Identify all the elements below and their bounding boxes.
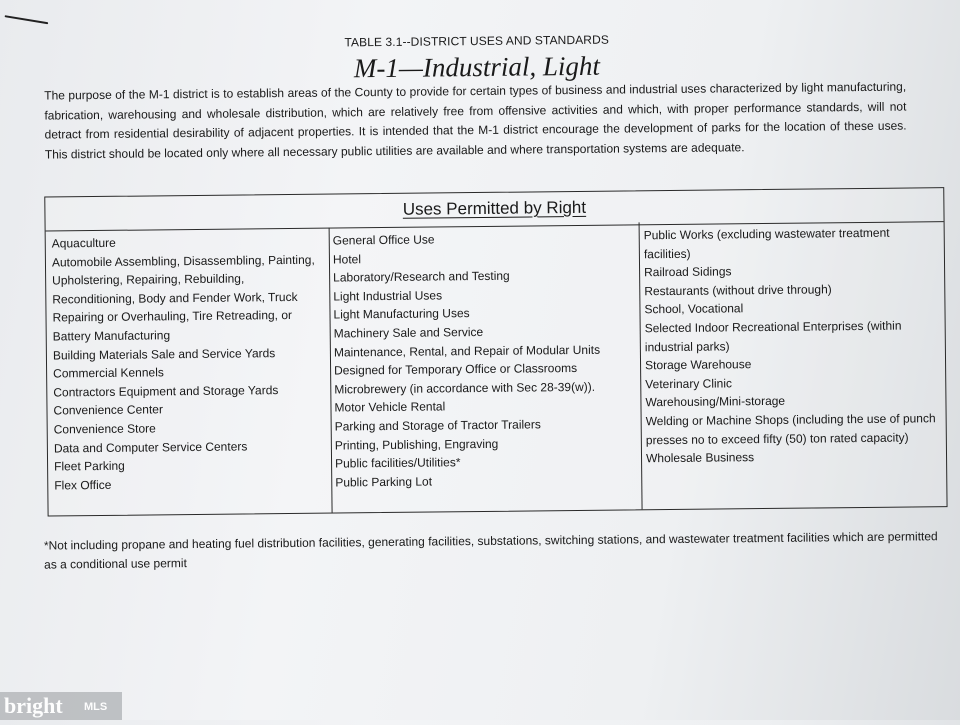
list-item: Upholstering, Repairing, Rebuilding,	[52, 271, 245, 288]
list-item: Fleet Parking	[54, 458, 125, 474]
logo-wordmark: bright	[4, 693, 63, 718]
list-item: Data and Computer Service Centers	[53, 438, 248, 455]
district-title: M-1—Industrial, Light	[353, 50, 601, 84]
list-item: Reconditioning, Body and Fender Work, Truck	[52, 289, 298, 307]
pen-mark	[5, 15, 49, 24]
table-heading: Uses Permitted by Right	[402, 197, 587, 219]
list-item: Printing, Publishing, Engraving	[334, 436, 499, 453]
list-item: Building Materials Sale and Service Yards	[52, 345, 276, 363]
uses-table	[44, 187, 947, 516]
uses-column-1	[46, 228, 332, 516]
list-item: Hotel	[332, 251, 362, 267]
list-item: Aquaculture	[51, 235, 116, 251]
list-item: Convenience Center	[53, 402, 163, 418]
list-item: School, Vocational	[644, 301, 744, 317]
list-item: Veterinary Clinic	[645, 376, 733, 392]
list-item: General Office Use	[332, 232, 435, 248]
list-item: Convenience Store	[53, 421, 156, 437]
list-item: Public Parking Lot	[335, 474, 433, 490]
list-item: Selected Indoor Recreational Enterprises (within industrial parks)	[644, 318, 902, 354]
purpose-paragraph: The purpose of the M-1 district is to establish areas of the County to provide for certain types of business and industrial uses characterized by light manufacturing, fabrication, warehousing and wholesale distribution, which are relatively free from offensive activities and which, with proper performance standards, will not detract from residential desirability of adjacent properties. It is intended that the M-1 district encourage the development of parks for the location of these uses. This district should be located only where all necessary public utilities are available and where transportation systems are adequate.	[44, 79, 907, 162]
bright-mls-logo	[0, 692, 122, 720]
list-item: Storage Warehouse	[644, 357, 752, 373]
list-item: Laboratory/Research and Testing	[333, 268, 510, 285]
list-item: Microbrewery (in accordance with Sec 28-39(w)).	[334, 379, 596, 397]
list-item: Light Industrial Uses	[333, 288, 443, 304]
list-item: Welding or Machine Shops (including the use of punch presses no to exceed fifty (50) ton rated capacity)	[645, 411, 936, 447]
logo-suffix: MLS	[84, 701, 108, 713]
uses-column-3	[639, 219, 947, 509]
list-item: Parking and Storage of Tractor Trailers	[334, 417, 541, 434]
list-item: Machinery Sale and Service	[333, 324, 484, 341]
list-item: Contractors Equipment and Storage Yards	[53, 382, 279, 400]
list-item: Public facilities/Utilities*	[335, 455, 461, 471]
list-item: Flex Office	[54, 477, 112, 493]
list-item: Designed for Temporary Office or Classrooms	[334, 361, 578, 378]
list-item: Wholesale Business	[645, 450, 755, 466]
list-item: Warehousing/Mini-storage	[645, 394, 786, 410]
list-item: Light Manufacturing Uses	[333, 306, 470, 322]
footnote: *Not including propane and heating fuel distribution facilities, generating facilities, substations, switching stations, and wastewater treatment facilities which are permitted as a conditional use permit	[43, 529, 938, 572]
list-item: Public Works (excluding wastewater treatment facilities)	[643, 225, 890, 261]
list-item: Repairing or Overhauling, Tire Retreading, or	[52, 308, 293, 325]
table-caption: TABLE 3.1--DISTRICT USES AND STANDARDS	[344, 32, 609, 50]
list-item: Automobile Assembling, Disassembling, Painting,	[51, 252, 315, 270]
list-item: Motor Vehicle Rental	[334, 399, 446, 415]
list-item: Railroad Sidings	[644, 264, 732, 280]
list-item: Restaurants (without drive through)	[644, 282, 832, 299]
list-item: Commercial Kennels	[53, 365, 164, 381]
uses-column-2	[329, 224, 642, 512]
list-item: Maintenance, Rental, and Repair of Modular Units	[333, 342, 601, 360]
list-item: Battery Manufacturing	[52, 328, 171, 344]
